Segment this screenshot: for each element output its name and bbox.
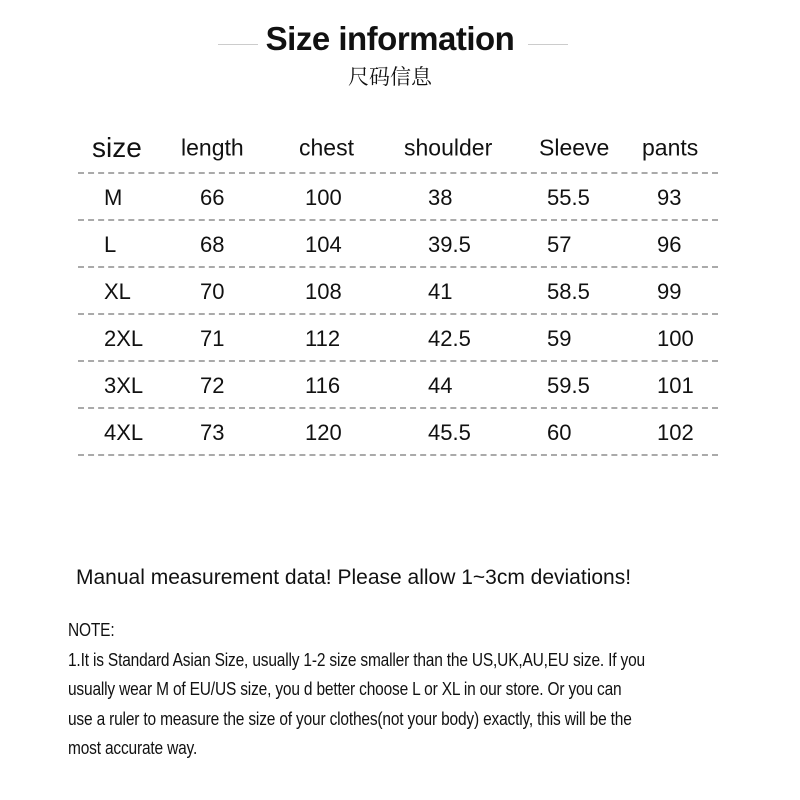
table-cell: 100 bbox=[305, 185, 342, 210]
column-header-pants: pants bbox=[642, 134, 699, 161]
column-header-size: size bbox=[92, 132, 142, 163]
table-cell: 59 bbox=[547, 326, 572, 351]
note-line: most accurate way. bbox=[68, 738, 198, 758]
table-cell: 42.5 bbox=[428, 326, 471, 351]
table-cell: 60 bbox=[547, 420, 572, 445]
column-header-chest: chest bbox=[299, 134, 354, 161]
table-cell: 93 bbox=[657, 185, 682, 210]
table-cell: 108 bbox=[305, 279, 342, 304]
table-cell: 99 bbox=[657, 279, 682, 304]
column-header-length: length bbox=[181, 134, 244, 161]
table-cell: 45.5 bbox=[428, 420, 471, 445]
row-divider bbox=[78, 407, 718, 409]
table-cell: XL bbox=[104, 279, 131, 304]
table-cell: M bbox=[104, 185, 123, 210]
table-cell: 71 bbox=[200, 326, 225, 351]
table-cell: 4XL bbox=[104, 420, 144, 445]
table-cell: 73 bbox=[200, 420, 225, 445]
table-cell: 39.5 bbox=[428, 232, 471, 257]
table-cell: 66 bbox=[200, 185, 225, 210]
table-cell: 100 bbox=[657, 326, 694, 351]
manual-measurement-note: Manual measurement data! Please allow 1~3cm deviations! bbox=[76, 566, 632, 589]
table-cell: 96 bbox=[657, 232, 682, 257]
note-line: use a ruler to measure the size of your clothes(not your body) exactly, this will be the bbox=[68, 709, 632, 729]
table-cell: 59.5 bbox=[547, 373, 590, 398]
table-cell: 70 bbox=[200, 279, 225, 304]
table-cell: 68 bbox=[200, 232, 225, 257]
table-cell: 2XL bbox=[104, 326, 144, 351]
table-cell: 38 bbox=[428, 185, 453, 210]
row-divider bbox=[78, 313, 718, 315]
page-subtitle: 尺码信息 bbox=[348, 65, 432, 89]
table-cell: 116 bbox=[305, 373, 341, 398]
page-title: Size information bbox=[265, 20, 515, 57]
table-cell: 120 bbox=[305, 420, 342, 445]
table-cell: 44 bbox=[428, 373, 453, 398]
table-cell: 72 bbox=[200, 373, 225, 398]
table-cell: 101 bbox=[657, 373, 694, 398]
table-cell: 112 bbox=[305, 326, 341, 351]
table-cell: 41 bbox=[428, 279, 453, 304]
table-cell: 102 bbox=[657, 420, 694, 445]
table-cell: 57 bbox=[547, 232, 572, 257]
note-line: usually wear M of EU/US size, you d better choose L or XL in our store. Or you can bbox=[68, 679, 622, 699]
table-cell: 3XL bbox=[104, 373, 144, 398]
table-cell: 104 bbox=[305, 232, 342, 257]
row-divider bbox=[78, 219, 718, 221]
row-divider bbox=[78, 172, 718, 174]
table-cell: 58.5 bbox=[547, 279, 590, 304]
note-line: 1.It is Standard Asian Size, usually 1-2 size smaller than the US,UK,AU,EU size. If you bbox=[68, 650, 645, 670]
table-cell: 55.5 bbox=[547, 185, 590, 210]
note-heading: NOTE: bbox=[68, 620, 115, 640]
column-header-shoulder: shoulder bbox=[404, 134, 493, 161]
row-divider bbox=[78, 360, 718, 362]
table-cell: L bbox=[104, 232, 117, 257]
column-header-sleeve: Sleeve bbox=[539, 134, 610, 161]
row-divider bbox=[78, 266, 718, 268]
row-divider bbox=[78, 454, 718, 456]
